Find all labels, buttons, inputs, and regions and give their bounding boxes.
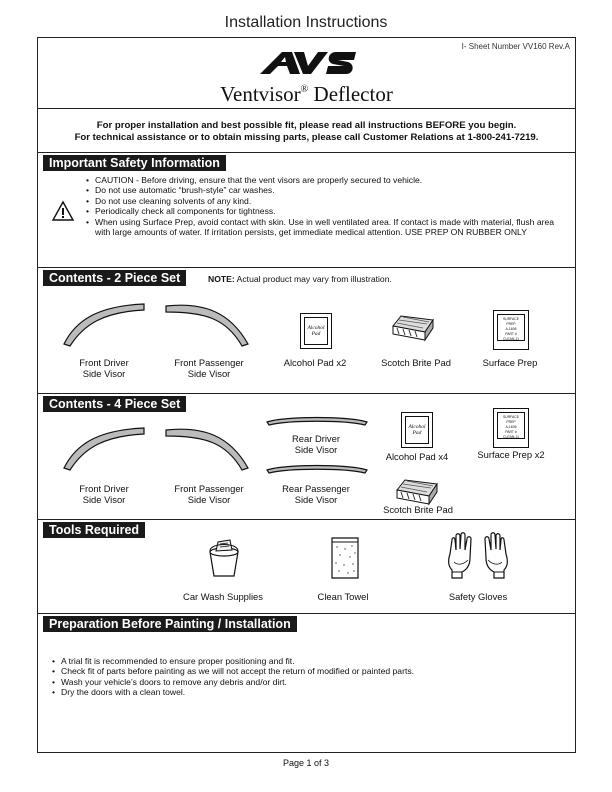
warning-triangle-icon	[52, 201, 74, 221]
divider	[38, 613, 575, 614]
bullet-item: • Wash your vehicle’s doors to remove any debris and/or dirt.	[52, 677, 562, 687]
product-name: Ventvisor® Deflector	[220, 82, 393, 106]
prep-text: A-1606	[505, 425, 517, 429]
sheet-number: I- Sheet Number VV160 Rev.A	[461, 42, 570, 51]
instruction-sheet	[37, 37, 576, 753]
divider	[38, 393, 575, 394]
front-driver-visor-icon	[58, 300, 146, 348]
bucket-sponge-icon	[204, 538, 244, 578]
bullet-item: • Check fit of parts before painting as we will not accept the return of modified or painted parts.	[52, 666, 562, 676]
alcohol-pad-text: Alcohol Pad	[405, 416, 429, 444]
item-label: Front Passenger Side Visor	[174, 357, 244, 379]
intro-line-1: For proper installation and best possible fit, please read all instructions BEFORE you begin.	[96, 120, 517, 131]
bullet-item: • Dry the doors with a clean towel.	[52, 687, 562, 697]
surface-prep-label	[497, 412, 525, 439]
surface-prep-icon	[493, 408, 529, 448]
surface-prep-icon	[493, 310, 529, 350]
contents-note: NOTE: Actual product may vary from illustration.	[208, 274, 392, 284]
prep-text: SURFACE PREP	[502, 415, 519, 424]
item-label: Rear Passenger Side Visor	[282, 483, 350, 505]
item-label: Front Driver Side Visor	[79, 357, 129, 379]
intro-line-2: For technical assistance or to obtain missing parts, please call Customer Relations at 1-800-241-7219.	[74, 132, 539, 143]
prep-text: CLEAN-11	[503, 435, 519, 439]
page-number: Page 1 of 3	[282, 758, 330, 768]
tools-heading: Tools Required	[43, 522, 145, 538]
scotch-brite-pad-icon	[391, 314, 435, 342]
alcohol-pad-icon	[300, 313, 332, 349]
bullet-item: • Periodically check all components for tightness.	[86, 206, 556, 216]
surface-prep-label	[497, 314, 525, 341]
bullet-item: • Do not use cleaning solvents of any kind.	[86, 196, 556, 206]
item-label: Rear Driver Side Visor	[292, 433, 340, 455]
divider	[38, 519, 575, 520]
contents-2-heading: Contents - 2 Piece Set	[43, 270, 186, 286]
bullet-item: • Do not use automatic “brush-style” car washes.	[86, 185, 556, 195]
divider	[38, 108, 575, 109]
tool-label: Clean Towel	[317, 591, 369, 602]
prep-text: CLEAN-11	[503, 337, 519, 341]
prep-list	[52, 656, 562, 698]
rear-driver-visor-icon	[265, 414, 369, 426]
item-label: Alcohol Pad x4	[385, 451, 449, 462]
prep-text: PART #	[505, 430, 517, 434]
rear-passenger-visor-icon	[265, 462, 369, 474]
front-driver-visor-icon	[58, 424, 146, 472]
scotch-brite-pad-icon	[395, 478, 439, 506]
item-label: Surface Prep	[482, 357, 538, 368]
item-label: Front Passenger Side Visor	[174, 483, 244, 505]
document-title: Installation Instructions	[224, 14, 388, 31]
front-passenger-visor-icon	[164, 424, 252, 472]
bullet-item: • A trial fit is recommended to ensure proper positioning and fit.	[52, 656, 562, 666]
contents-4-heading: Contents - 4 Piece Set	[43, 396, 186, 412]
safety-list	[86, 175, 556, 237]
tool-label: Car Wash Supplies	[183, 591, 263, 602]
bullet-item: • When using Surface Prep, avoid contact with skin. Use in well ventilated area. If contact is made with material, flush area with large amounts of water. If irritation persists, get immediate medical attention. USE PREP ON RUBBER ONLY	[86, 217, 556, 238]
item-label: Surface Prep x2	[477, 449, 545, 460]
intro-text	[38, 120, 575, 144]
alcohol-pad-icon	[401, 412, 433, 448]
item-label: Front Driver Side Visor	[79, 483, 129, 505]
alcohol-pad-text: Alcohol Pad	[304, 317, 328, 345]
avs-logo	[256, 50, 356, 76]
prep-text: SURFACE PREP	[502, 317, 519, 326]
item-label: Alcohol Pad x2	[283, 357, 347, 368]
divider	[38, 152, 575, 153]
gloves-icon	[446, 532, 510, 582]
front-passenger-visor-icon	[164, 300, 252, 348]
item-label: Scotch Brite Pad	[383, 504, 453, 515]
tool-label: Safety Gloves	[448, 591, 508, 602]
bullet-item: • CAUTION - Before driving, ensure that the vent visors are properly secured to vehicle.	[86, 175, 556, 185]
prep-heading: Preparation Before Painting / Installation	[43, 616, 297, 632]
safety-heading: Important Safety Information	[43, 155, 226, 171]
prep-text: A-1606	[505, 327, 517, 331]
prep-text: PART #	[505, 332, 517, 336]
item-label: Scotch Brite Pad	[381, 357, 451, 368]
towel-icon	[330, 536, 360, 580]
divider	[38, 267, 575, 268]
